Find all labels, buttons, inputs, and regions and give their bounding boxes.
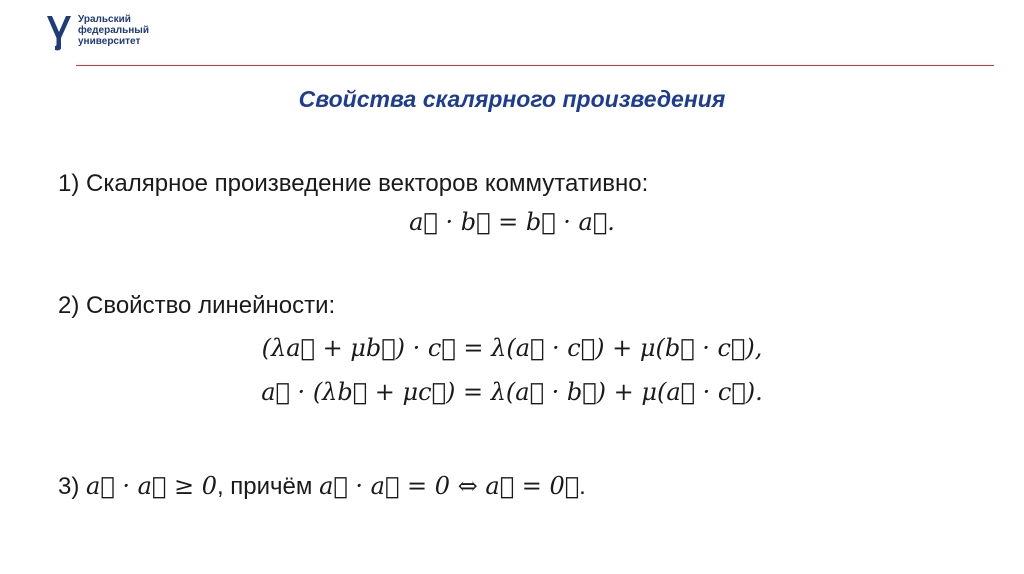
property-3-formula-a: a⃗ · a⃗ ≥ 0	[86, 472, 217, 500]
urfu-logo-icon	[44, 14, 74, 52]
property-3-line	[58, 472, 586, 501]
property-2-formula-1: (λa⃗ + μb⃗) · c⃗ = λ(a⃗ · c⃗) + μ(b⃗ · c⃗),	[261, 334, 763, 362]
logo-line-3: университет	[78, 36, 141, 47]
property-3-prefix: 3)	[58, 473, 87, 500]
logo-line-2: федеральный	[78, 25, 149, 36]
logo-text	[78, 14, 149, 47]
slide-title: Свойства скалярного произведения	[298, 86, 726, 112]
property-1-text: 1) Скалярное произведение векторов коммутативно:	[58, 170, 649, 197]
property-3-formula-b: a⃗ · a⃗ = 0 ⇔ a⃗ = 0⃗	[319, 472, 580, 500]
property-2-text: 2) Свойство линейности:	[58, 292, 336, 319]
property-2-formula-2: a⃗ · (λb⃗ + μc⃗) = λ(a⃗ · b⃗) + μ(a⃗ · c⃗).	[261, 378, 763, 406]
property-3-suffix: .	[579, 473, 586, 500]
logo-line-1: Уральский	[78, 14, 131, 25]
property-3-middle: , причём	[216, 473, 320, 500]
university-logo	[44, 14, 149, 52]
header-divider	[76, 65, 994, 66]
property-1-formula: a⃗ · b⃗ = b⃗ · a⃗.	[409, 208, 615, 236]
